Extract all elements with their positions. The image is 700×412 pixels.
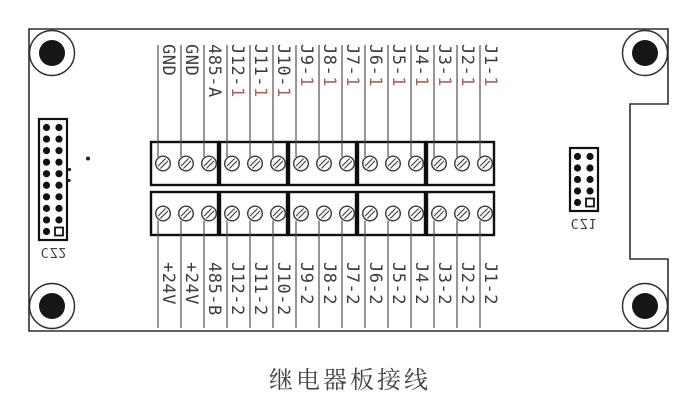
connector-pin [43,193,50,200]
terminal-label-text: J4- [411,44,431,77]
connector-pin [574,164,581,171]
terminal-label-text: 485-A [204,44,224,98]
screw-terminal [317,206,332,221]
terminal-label-suffix: 1 [480,76,500,87]
terminal-label-top [320,44,337,87]
screw-terminal [432,206,447,221]
terminal-label-bottom [205,262,222,316]
connector-pin [586,187,593,194]
terminal-label-suffix: 1 [388,76,408,87]
terminal-label-top [343,44,360,87]
mounting-hole [632,293,658,319]
terminal-label-bottom [389,262,406,305]
terminal-label-text: J6-2 [365,262,385,305]
connector-pin [574,199,581,206]
connector-pin [43,159,50,166]
connector-pin [574,176,581,183]
connector-pin [55,124,62,131]
terminal-label-bottom [458,262,475,305]
screw-terminal [409,156,424,171]
terminal-label-text: J7- [342,44,362,77]
terminal-label-text: J4-2 [411,262,431,305]
screw-terminal [156,206,171,221]
terminal-label-bottom [481,262,498,305]
terminal-label-text: J3- [434,44,454,77]
connector-pin [55,205,62,212]
screw-terminal [271,156,286,171]
terminal-label-text: J7-2 [342,262,362,305]
terminal-label-suffix: 1 [434,76,454,87]
mounting-hole [632,40,658,66]
connector-right-label: CZ1 [570,215,598,230]
terminal-label-bottom [366,262,383,305]
terminal-label-text: J2-2 [457,262,477,305]
terminal-label-bottom [435,262,452,305]
connector-pin [43,228,50,235]
terminal-label-top [389,44,406,87]
terminal-label-bottom [228,262,245,316]
screw-terminal [409,206,424,221]
terminal-label-top [274,44,291,98]
terminal-label-text: J6- [365,44,385,77]
screw-terminal [363,206,378,221]
terminal-label-suffix: 1 [273,86,293,98]
terminal-label-top [159,44,176,76]
screw-terminal [478,156,493,171]
connector-pin-1-square [55,228,63,236]
connector-left [39,119,67,240]
terminal-label-bottom [182,262,199,305]
screw-terminal [432,156,447,171]
terminal-label-text: J8-2 [319,262,339,305]
terminal-label-top [366,44,383,87]
mounting-hole [39,40,65,66]
terminal-label-text: J11-2 [250,262,270,316]
mounting-hole [39,293,65,319]
connector-left-label: CZ2 [40,244,68,259]
terminal-label-bottom [412,262,429,305]
terminal-label-suffix: 1 [457,76,477,87]
connector-pin [43,182,50,189]
screw-terminal [386,206,401,221]
terminal-label-text: J12- [227,44,247,87]
board-dot [68,168,71,171]
terminal-label-bottom [274,262,291,316]
screw-terminal [455,206,470,221]
terminal-label-text: J1- [480,44,500,77]
terminal-label-text: 485-B [204,262,224,316]
terminal-label-text: J8- [319,44,339,77]
connector-pin [586,176,593,183]
terminal-label-top [182,44,199,76]
screw-terminal [294,156,309,171]
terminal-label-suffix: 1 [250,86,270,98]
screw-terminal [248,206,263,221]
terminal-label-text: J5- [388,44,408,77]
connector-pin [55,193,62,200]
terminal-label-text: J1-2 [480,262,500,305]
terminal-label-suffix: 1 [296,76,316,87]
terminal-label-text: J11- [250,44,270,87]
diagram-title: 继电器板接线 [269,366,431,394]
screw-terminal [179,156,194,171]
board-dot [67,179,70,182]
connector-pin-1-square [586,199,594,207]
terminal-label-bottom [251,262,268,316]
connector-pin [43,170,50,177]
screw-terminal [455,156,470,171]
terminal-label-text: J10-2 [273,262,293,316]
terminal-label-text: +24V [158,262,178,305]
connector-pin [43,135,50,142]
terminal-label-suffix: 1 [411,76,431,87]
connector-pin [55,182,62,189]
board-dot [86,157,90,161]
terminal-label-bottom [159,262,176,305]
screw-terminal [340,156,355,171]
terminal-label-top [205,44,222,98]
screw-terminal [225,206,240,221]
connector-pin [55,147,62,154]
connector-pin [55,216,62,223]
connector-pin [574,153,581,160]
connector-pin [43,124,50,131]
screw-terminal [248,156,263,171]
terminal-label-text: GND [181,44,201,77]
terminal-label-top [251,44,268,98]
terminal-label-bottom [297,262,314,305]
screw-terminal [363,156,378,171]
terminal-label-top [228,44,245,98]
terminal-label-bottom [343,262,360,305]
connector-pin [574,187,581,194]
terminal-label-top [481,44,498,87]
screw-terminal [294,206,309,221]
connector-pin [55,135,62,142]
terminal-label-text: J10- [273,44,293,87]
connector-pin [55,159,62,166]
terminal-label-suffix: 1 [319,76,339,87]
screw-terminal [340,206,355,221]
terminal-label-text: GND [158,44,178,77]
screw-terminal [202,206,217,221]
terminal-label-text: J9- [296,44,316,77]
screw-terminal [179,206,194,221]
screw-terminal [317,156,332,171]
connector-pin [586,153,593,160]
terminal-label-text: J2- [457,44,477,77]
terminal-label-bottom [320,262,337,305]
connector-pin [43,216,50,223]
screw-terminal [156,156,171,171]
terminal-label-text: +24V [181,262,201,305]
terminal-label-text: J9-2 [296,262,316,305]
terminal-label-text: J5-2 [388,262,408,305]
connector-pin [43,147,50,154]
terminal-label-text: J12-2 [227,262,247,316]
terminal-label-text: J3-2 [434,262,454,305]
screw-terminal [386,156,401,171]
screw-terminal [202,156,217,171]
terminal-label-top [297,44,314,87]
terminal-label-top [435,44,452,87]
terminal-label-suffix: 1 [342,76,362,87]
screw-terminal [478,206,493,221]
connector-pin [55,170,62,177]
terminal-label-top [412,44,429,87]
screw-terminal [271,206,286,221]
terminal-label-top [458,44,475,87]
connector-pin [43,205,50,212]
connector-pin [586,164,593,171]
screw-terminal [225,156,240,171]
terminal-label-suffix: 1 [365,76,385,87]
terminal-label-suffix: 1 [227,86,247,98]
